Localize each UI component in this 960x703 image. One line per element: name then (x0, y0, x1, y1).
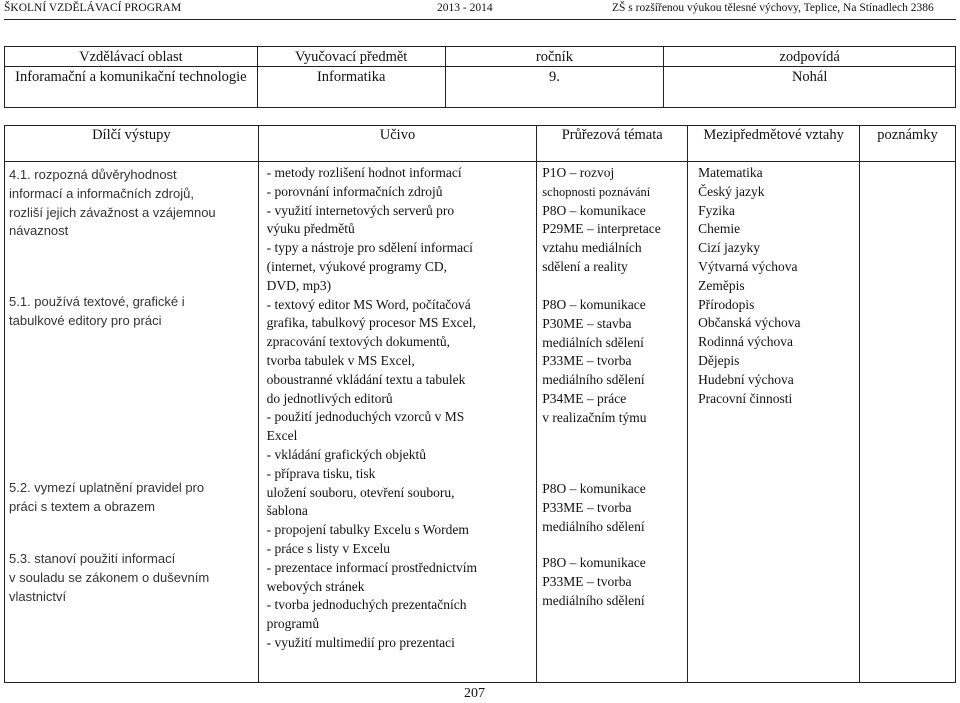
info-value: 9. (445, 67, 664, 108)
curriculum-line: - typy a nástroje pro sdělení informací (266, 240, 473, 256)
info-value: Nohál (664, 67, 956, 108)
theme-line: P8O – komunikace (542, 202, 646, 218)
curriculum-cell (258, 162, 537, 683)
main-table (4, 125, 956, 683)
curriculum-line: - porovnání informačních zdrojů (266, 183, 443, 199)
relation-item: Rodinná výchova (698, 334, 793, 350)
output-line: 4.1. rozpozná důvěryhodnost (9, 167, 177, 182)
curriculum-line: - příprava tisku, tisk (266, 465, 376, 481)
info-header: ročník (445, 47, 664, 67)
relations-list (698, 164, 800, 408)
theme-block (542, 554, 646, 610)
theme-line: schopnosti poznávání (542, 184, 651, 199)
info-value: Informatika (257, 67, 445, 108)
main-header: Mezipředmětové vztahy (688, 126, 860, 162)
relation-item: Občanská výchova (698, 315, 801, 331)
header-school-name: ZŠ s rozšířenou výukou tělesné výchovy, Teplice, Na Stínadlech 2386 (612, 2, 934, 14)
curriculum-line: - použití jednoduchých vzorců v MS (266, 409, 465, 425)
theme-line: P8O – komunikace (542, 555, 646, 570)
curriculum-list (267, 164, 477, 653)
info-header: Vyučovací předmět (257, 47, 445, 67)
theme-line: P1O – rozvoj (542, 165, 615, 180)
relation-item: Hudební výchova (698, 371, 794, 387)
relation-item: Výtvarná výchova (698, 258, 798, 274)
output-line: 5.2. vymezí uplatnění pravidel pro (9, 480, 205, 495)
curriculum-line: - prezentace informací prostřednictvím (266, 559, 477, 575)
themes-cell (537, 162, 688, 683)
header-rule (4, 19, 956, 20)
theme-line: vztahu mediálních (542, 240, 642, 256)
curriculum-line: šablona (266, 503, 308, 519)
theme-line: mediálního sdělení (542, 372, 645, 388)
theme-line: mediálního sdělení (542, 592, 645, 608)
main-body-row (5, 162, 956, 683)
curriculum-line: - textový editor MS Word, počítačová (266, 296, 471, 312)
curriculum-line: tvorba tabulek v MS Excel, (266, 352, 415, 368)
theme-line: P8O – komunikace (542, 481, 646, 496)
theme-block (542, 480, 646, 536)
info-table (4, 46, 956, 108)
curriculum-line: grafika, tabulkový procesor MS Excel, (266, 315, 476, 331)
relation-item: Český jazyk (698, 183, 765, 199)
output-line: rozliší jejich závažnost a vzájemnou (9, 204, 216, 220)
curriculum-line: - práce s listy v Excelu (266, 540, 391, 556)
theme-line: P30ME – stavba (542, 315, 632, 331)
relation-item: Matematika (698, 165, 763, 180)
main-header: Dílčí výstupy (5, 126, 259, 162)
relation-item: Pracovní činnosti (698, 390, 793, 406)
output-line: práci s textem a obrazem (9, 498, 155, 514)
curriculum-line: oboustranné vkládání textu a tabulek (266, 371, 466, 387)
curriculum-line: uložení souboru, otevření souboru, (266, 484, 455, 500)
output-line: vlastnictví (9, 588, 67, 604)
outputs-cell (5, 162, 259, 683)
theme-line: P8O – komunikace (542, 297, 646, 312)
curriculum-line: webových stránek (266, 578, 365, 594)
theme-line: P33ME – tvorba (542, 499, 632, 515)
output-line: 5.1. používá textové, grafické i (9, 294, 185, 309)
info-value-row (5, 67, 956, 108)
relation-item: Fyzika (698, 202, 735, 218)
curriculum-line: DVD, mp3) (266, 277, 332, 293)
output-line: tabulkové editory pro práci (9, 312, 162, 328)
curriculum-line: Excel (266, 428, 298, 444)
theme-line: P34ME – práce (542, 390, 627, 406)
main-header: Průřezová témata (537, 126, 688, 162)
theme-line: mediálního sdělení (542, 518, 645, 534)
curriculum-line: - metody rozlišení hodnot informací (266, 165, 462, 180)
curriculum-line: - tvorba jednoduchých prezentačních (266, 597, 467, 613)
curriculum-line: (internet, výukové programy CD, (266, 258, 448, 274)
relation-item: Cizí jazyky (698, 240, 760, 256)
curriculum-line: - využití multimedií pro prezentaci (266, 634, 455, 650)
curriculum-line: zpracování textových dokumentů, (266, 334, 450, 350)
curriculum-line: do jednotlivých editorů (266, 390, 393, 406)
header-school: ŠKOLNÍ VZDĚLÁVACÍ PROGRAM (4, 2, 182, 14)
theme-block (542, 164, 660, 277)
main-header: poznámky (860, 126, 956, 162)
output-block (9, 479, 204, 517)
page-number: 207 (464, 686, 485, 701)
curriculum-line: - vkládání grafických objektů (266, 446, 426, 462)
curriculum-line: - využití internetových serverů pro (266, 202, 455, 218)
relation-item: Přírodopis (698, 296, 755, 312)
curriculum-line: výuku předmětů (266, 221, 355, 237)
curriculum-line: programů (266, 616, 320, 632)
header-years: 2013 - 2014 (437, 2, 493, 14)
relation-item: Chemie (698, 221, 741, 237)
curriculum-line: - propojení tabulky Excelu s Wordem (266, 522, 469, 538)
output-line: v souladu se zákonem o duševním (9, 569, 210, 585)
theme-line: P33ME – tvorba (542, 353, 632, 369)
info-header: zodpovídá (664, 47, 956, 67)
notes-cell (860, 162, 956, 683)
output-block (9, 166, 216, 241)
output-line: návaznost (9, 223, 69, 239)
theme-line: P33ME – tvorba (542, 573, 632, 589)
theme-line: mediálních sdělení (542, 334, 644, 350)
relation-item: Dějepis (698, 352, 740, 368)
info-value: Inforamační a komunikační technologie (5, 67, 258, 108)
theme-line: P29ME – interpretace (542, 221, 661, 237)
output-block (9, 550, 209, 606)
theme-line: sdělení a reality (542, 258, 628, 274)
main-header: Učivo (258, 126, 537, 162)
info-header: Vzdělávací oblast (5, 47, 258, 67)
output-line: informací a informačních zdrojů, (9, 185, 194, 201)
output-line: 5.3. stanoví použití informací (9, 551, 176, 566)
theme-line: v realizačním týmu (542, 409, 647, 425)
theme-block (542, 296, 646, 428)
info-header-row (5, 47, 956, 67)
relation-item: Zeměpis (698, 277, 745, 293)
relations-cell (688, 162, 860, 683)
output-block (9, 293, 185, 331)
main-header-row (5, 126, 956, 162)
